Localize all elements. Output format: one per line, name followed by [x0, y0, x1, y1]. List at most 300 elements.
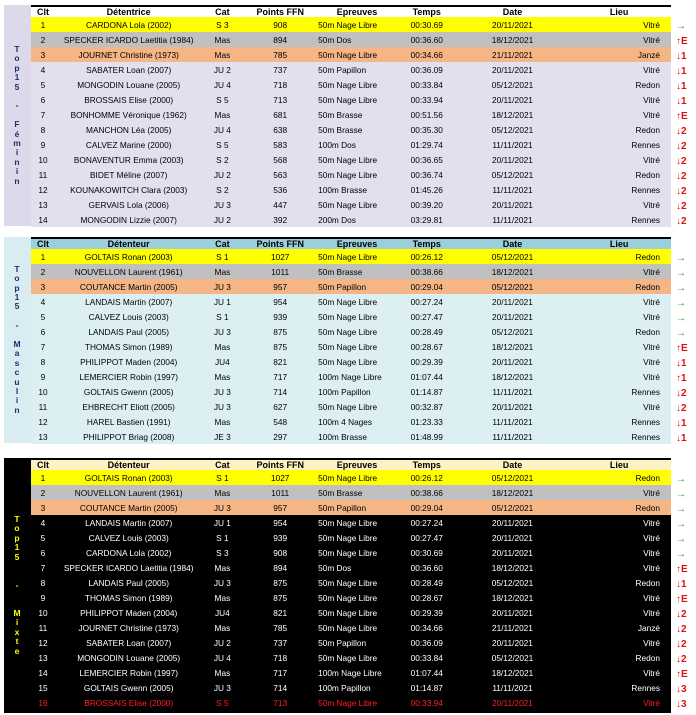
time-cell: 01:14.87: [410, 682, 443, 693]
date-cell: 20/11/2021: [492, 401, 533, 412]
name-cell: MONGODIN Louane (2005): [77, 79, 181, 90]
points-cell: 447: [273, 199, 288, 210]
trend-stable-icon: →: [676, 313, 686, 324]
points-cell: 1027: [270, 251, 290, 262]
name-cell: BROSSAIS Elise (2000): [84, 697, 174, 708]
points-cell: 957: [273, 502, 288, 513]
rank-cell: 3: [40, 49, 46, 60]
time-cell: 01:23.33: [410, 416, 443, 427]
date-cell: 11/11/2021: [492, 431, 533, 442]
cat-cell: Mas: [214, 416, 231, 427]
table-row: [31, 545, 671, 560]
place-cell: Vitré: [643, 592, 660, 603]
event-cell: 50m Nage Libre: [318, 326, 378, 337]
event-cell: 200m Dos: [318, 214, 356, 225]
rank-cell: 4: [40, 517, 46, 528]
event-cell: 50m Nage Libre: [318, 592, 378, 603]
table-row: [31, 309, 671, 324]
time-cell: 00:26.12: [410, 251, 443, 262]
rank-cell: 2: [40, 487, 46, 498]
cat-cell: JU 2: [213, 214, 231, 225]
event-cell: 100m Brasse: [318, 431, 367, 442]
time-cell: 00:38.66: [410, 266, 443, 277]
table-row: [31, 294, 671, 309]
date-cell: 20/11/2021: [492, 311, 533, 322]
table-row: [31, 605, 671, 620]
event-cell: 50m Nage Libre: [318, 311, 378, 322]
cat-cell: JU 4: [213, 124, 231, 135]
cat-cell: JE 3: [214, 431, 231, 442]
rank-cell: 11: [38, 401, 48, 412]
rank-cell: 1: [40, 472, 46, 483]
table-row: [31, 197, 671, 212]
points-cell: 714: [273, 386, 288, 397]
place-cell: Rennes: [631, 214, 660, 225]
cat-cell: Mas: [214, 34, 231, 45]
time-cell: 03:29.81: [410, 214, 443, 225]
rank-cell: 6: [40, 94, 46, 105]
header-clt: Clt: [36, 7, 49, 17]
side-letter: l: [15, 386, 19, 397]
place-cell: Rennes: [631, 416, 660, 427]
place-cell: Vitré: [643, 296, 660, 307]
points-cell: 894: [273, 34, 288, 45]
time-cell: 01:14.87: [410, 386, 443, 397]
points-cell: 536: [273, 184, 288, 195]
cat-cell: S 5: [216, 139, 229, 150]
rank-cell: 2: [40, 266, 46, 277]
points-cell: 718: [273, 652, 288, 663]
time-cell: 00:38.66: [410, 487, 443, 498]
header-cat: Cat: [215, 7, 230, 17]
trend-change-icon: ↓1: [676, 51, 687, 62]
header-lieu: Lieu: [609, 460, 629, 470]
trend-change-icon: ↑E: [676, 669, 688, 680]
rank-cell: 5: [40, 532, 46, 543]
event-cell: 50m Nage Libre: [318, 577, 378, 588]
cat-cell: JU 2: [213, 169, 231, 180]
points-cell: 1027: [270, 472, 290, 483]
table-row: [31, 530, 671, 545]
rank-cell: 7: [40, 109, 46, 120]
cat-cell: JU 1: [213, 517, 231, 528]
rank-cell: 6: [40, 326, 46, 337]
trend-stable-icon: →: [676, 283, 686, 294]
table-row: [31, 515, 671, 530]
place-cell: Vitré: [643, 199, 660, 210]
points-cell: 737: [273, 637, 288, 648]
side-letter: n: [14, 156, 20, 167]
event-cell: 50m Dos: [318, 562, 352, 573]
date-cell: 20/11/2021: [492, 94, 533, 105]
rank-cell: 13: [38, 431, 48, 442]
cat-cell: S 1: [216, 251, 229, 262]
table-row: [31, 264, 671, 279]
place-cell: Rennes: [631, 184, 660, 195]
side-letter: 1: [14, 291, 20, 302]
cat-cell: Mas: [214, 667, 231, 678]
trend-change-icon: ↑E: [676, 111, 688, 122]
trend-change-icon: ↓2: [676, 156, 687, 167]
points-cell: 737: [273, 64, 288, 75]
trend-change-icon: ↓2: [676, 624, 687, 635]
date-cell: 20/11/2021: [492, 697, 533, 708]
table-row: [31, 137, 671, 152]
side-label-masculin: [4, 237, 30, 443]
rank-cell: 13: [38, 652, 48, 663]
side-letter: 1: [14, 542, 20, 553]
rank-cell: 12: [38, 184, 48, 195]
rank-cell: 9: [40, 139, 46, 150]
name-cell: LANDAIS Paul (2005): [88, 326, 170, 337]
table-row: [31, 500, 671, 515]
side-letter: -: [15, 100, 19, 111]
table-header: [31, 458, 671, 470]
name-cell: MANCHON Léa (2005): [86, 124, 172, 135]
table-row: [31, 324, 671, 339]
time-cell: 00:28.67: [410, 341, 443, 352]
name-cell: MONGODIN Lizzie (2007): [80, 214, 177, 225]
name-cell: BONHOMME Véronique (1962): [70, 109, 187, 120]
section-feminin: [4, 5, 671, 226]
side-letter: 1: [14, 72, 20, 83]
trend-change-icon: ↓2: [676, 403, 687, 414]
date-cell: 05/12/2021: [491, 502, 534, 513]
side-letter: T: [14, 263, 20, 274]
date-cell: 18/12/2021: [491, 34, 534, 45]
side-letter: a: [14, 348, 20, 359]
time-cell: 00:39.20: [410, 199, 443, 210]
event-cell: 50m Nage Libre: [318, 296, 378, 307]
name-cell: BROSSAIS Elise (2000): [84, 94, 174, 105]
header-cat: Cat: [215, 460, 230, 470]
date-cell: 18/12/2021: [491, 592, 534, 603]
points-cell: 714: [273, 682, 288, 693]
rank-cell: 15: [38, 682, 48, 693]
side-letter: n: [14, 175, 20, 186]
time-cell: 00:29.39: [410, 607, 443, 618]
cat-cell: JU4: [215, 356, 230, 367]
cat-cell: S 5: [216, 697, 229, 708]
points-cell: 392: [273, 214, 288, 225]
rank-cell: 10: [38, 386, 48, 397]
table-row: [31, 152, 671, 167]
trend-change-icon: ↓2: [676, 141, 687, 152]
name-cell: SABATER Loan (2007): [86, 64, 172, 75]
event-cell: 50m Nage Libre: [318, 94, 378, 105]
points-cell: 954: [273, 517, 288, 528]
trend-stable-icon: →: [676, 489, 686, 500]
rank-cell: 9: [40, 371, 46, 382]
table-row: [31, 665, 671, 680]
place-cell: Redon: [635, 251, 660, 262]
time-cell: 00:35.30: [410, 124, 443, 135]
event-cell: 50m Nage Libre: [318, 154, 378, 165]
place-cell: Redon: [635, 577, 660, 588]
table-row: [31, 695, 671, 710]
cat-cell: JU 2: [213, 64, 231, 75]
date-cell: 18/12/2021: [491, 341, 534, 352]
name-cell: GOLTAIS Gwenn (2005): [83, 386, 174, 397]
place-cell: Vitré: [643, 341, 660, 352]
cat-cell: JU 1: [213, 296, 231, 307]
trend-change-icon: ↓2: [676, 126, 687, 137]
points-cell: 713: [273, 94, 288, 105]
side-letter: i: [15, 166, 19, 177]
date-cell: 20/11/2021: [492, 517, 533, 528]
time-cell: 00:33.94: [410, 697, 443, 708]
side-letter: x: [14, 626, 20, 637]
side-letter: 5: [14, 551, 20, 562]
rank-cell: 4: [40, 296, 46, 307]
time-cell: 00:36.60: [410, 562, 443, 573]
time-cell: 00:26.12: [410, 472, 443, 483]
points-cell: 713: [273, 697, 288, 708]
name-cell: GOLTAIS Gwenn (2005): [83, 682, 174, 693]
date-cell: 05/12/2021: [491, 169, 534, 180]
cat-cell: JU 2: [213, 637, 231, 648]
place-cell: Vitré: [643, 667, 660, 678]
side-letter: M: [13, 608, 21, 619]
date-cell: 11/11/2021: [492, 214, 533, 225]
date-cell: 05/12/2021: [491, 251, 534, 262]
trend-change-icon: ↓2: [676, 654, 687, 665]
cat-cell: S 1: [216, 472, 229, 483]
points-cell: 875: [273, 326, 288, 337]
place-cell: Vitré: [643, 607, 660, 618]
event-cell: 50m Brasse: [318, 487, 363, 498]
time-cell: 00:29.04: [410, 281, 443, 292]
date-cell: 20/11/2021: [492, 607, 533, 618]
side-letter: M: [13, 339, 21, 349]
place-cell: Vitré: [643, 562, 660, 573]
name-cell: EHBRECHT Eliott (2005): [82, 401, 175, 412]
rank-cell: 3: [40, 281, 46, 292]
place-cell: Redon: [635, 472, 660, 483]
rank-cell: 13: [38, 199, 48, 210]
rank-cell: 1: [40, 251, 46, 262]
points-cell: 1011: [271, 487, 290, 498]
cat-cell: JU 4: [213, 79, 231, 90]
side-letter: 5: [14, 301, 20, 312]
side-letter: F: [14, 119, 20, 130]
rank-cell: 12: [38, 637, 48, 648]
trend-stable-icon: →: [676, 298, 686, 309]
points-cell: 717: [273, 667, 288, 678]
place-cell: Vitré: [643, 266, 660, 277]
place-cell: Redon: [635, 281, 660, 292]
name-cell: THOMAS Simon (1989): [84, 341, 173, 352]
place-cell: Vitré: [643, 94, 660, 105]
trend-stable-icon: →: [676, 504, 686, 515]
table-row: [31, 279, 671, 294]
name-cell: GERVAIS Lola (2006): [88, 199, 169, 210]
event-cell: 50m Nage Libre: [318, 356, 378, 367]
time-cell: 01:45.26: [410, 184, 443, 195]
event-cell: 50m Nage Libre: [318, 19, 378, 30]
side-letter: t: [15, 636, 19, 647]
points-cell: 717: [273, 371, 288, 382]
section-masculin: [4, 237, 671, 443]
time-cell: 00:27.24: [410, 517, 443, 528]
rank-cell: 6: [40, 547, 46, 558]
points-cell: 1011: [271, 266, 290, 277]
side-letter: n: [14, 404, 20, 415]
date-cell: 18/12/2021: [491, 109, 534, 120]
trend-change-icon: ↓1: [676, 96, 687, 107]
points-cell: 875: [273, 341, 288, 352]
place-cell: Janzé: [637, 622, 660, 633]
table-row: [31, 399, 671, 414]
time-cell: 00:34.66: [410, 49, 443, 60]
table-masculin: [31, 237, 671, 443]
place-cell: Janzé: [637, 49, 660, 60]
name-cell: CALVEZ Louis (2003): [88, 311, 169, 322]
points-cell: 297: [273, 431, 288, 442]
points-cell: 875: [273, 577, 288, 588]
trend-change-icon: ↓3: [676, 699, 687, 710]
event-cell: 50m Brasse: [318, 266, 363, 277]
event-cell: 100m Brasse: [318, 184, 367, 195]
time-cell: 01:07.44: [410, 371, 443, 382]
event-cell: 50m Nage Libre: [318, 517, 378, 528]
rank-cell: 14: [38, 214, 48, 225]
place-cell: Vitré: [643, 154, 660, 165]
trend-change-icon: ↑E: [676, 594, 688, 605]
header-clt: Clt: [36, 239, 49, 249]
table-row: [31, 339, 671, 354]
name-cell: PHILIPPOT Maden (2004): [80, 356, 178, 367]
cat-cell: Mas: [214, 371, 231, 382]
cat-cell: S 3: [216, 547, 229, 558]
place-cell: Vitré: [643, 311, 660, 322]
points-cell: 548: [273, 416, 288, 427]
cat-cell: S 1: [216, 311, 229, 322]
event-cell: 100m Papillon: [318, 682, 371, 693]
event-cell: 50m Nage Libre: [318, 547, 378, 558]
name-cell: GOLTAIS Ronan (2003): [84, 251, 173, 262]
time-cell: 01:29.74: [410, 139, 443, 150]
rank-cell: 4: [40, 64, 46, 75]
place-cell: Vitré: [643, 109, 660, 120]
trend-change-icon: ↓2: [676, 639, 687, 650]
date-cell: 20/11/2021: [492, 199, 533, 210]
header-temps: Temps: [412, 7, 441, 17]
event-cell: 50m Papillon: [318, 637, 367, 648]
name-cell: JOURNET Christine (1973): [78, 49, 179, 60]
side-letter: o: [14, 523, 20, 534]
points-cell: 568: [273, 154, 288, 165]
name-cell: PHILIPPOT Briag (2008): [83, 431, 175, 442]
name-cell: SABATER Loan (2007): [86, 637, 172, 648]
trend-change-icon: ↓1: [676, 66, 687, 77]
rank-cell: 11: [38, 622, 48, 633]
event-cell: 50m Nage Libre: [318, 341, 378, 352]
table-row: [31, 182, 671, 197]
rank-cell: 16: [38, 697, 48, 708]
place-cell: Redon: [635, 124, 660, 135]
rank-cell: 8: [40, 124, 46, 135]
event-cell: 50m Nage Libre: [318, 652, 378, 663]
rank-cell: 12: [38, 416, 48, 427]
cat-cell: Mas: [214, 109, 231, 120]
time-cell: 00:29.04: [410, 502, 443, 513]
table-body: [31, 249, 671, 444]
side-letter: p: [14, 532, 20, 543]
table-row: [31, 32, 671, 47]
header-date: Date: [502, 239, 523, 249]
name-cell: LANDAIS Martin (2007): [85, 296, 173, 307]
time-cell: 00:33.94: [410, 94, 443, 105]
cat-cell: S 1: [216, 532, 229, 543]
date-cell: 18/12/2021: [491, 266, 534, 277]
rank-cell: 10: [38, 607, 48, 618]
cat-cell: Mas: [214, 487, 231, 498]
points-cell: 785: [273, 622, 288, 633]
place-cell: Vitré: [643, 401, 660, 412]
name-cell: HAREL Bastien (1991): [86, 416, 171, 427]
time-cell: 00:36.74: [410, 169, 443, 180]
name-cell: KOUNAKOWITCH Clara (2003): [70, 184, 188, 195]
header-cat: Cat: [215, 239, 230, 249]
name-cell: CARDONA Lola (2002): [86, 19, 172, 30]
name-cell: CARDONA Lola (2002): [86, 547, 172, 558]
place-cell: Redon: [635, 326, 660, 337]
section-mixte: [4, 458, 671, 713]
trend-change-icon: ↓1: [676, 579, 687, 590]
cat-cell: JU 3: [213, 577, 231, 588]
event-cell: 50m Nage Libre: [318, 169, 378, 180]
side-letter: e: [14, 645, 20, 656]
points-cell: 821: [273, 607, 288, 618]
trend-change-icon: ↑E: [676, 36, 688, 47]
name-cell: BONAVENTUR Emma (2003): [73, 154, 184, 165]
rank-cell: 5: [40, 79, 46, 90]
date-cell: 18/12/2021: [491, 371, 534, 382]
header-points: Points FFN: [256, 7, 304, 17]
trend-change-icon: ↓1: [676, 81, 687, 92]
table-row: [31, 47, 671, 62]
points-cell: 875: [273, 592, 288, 603]
event-cell: 50m Dos: [318, 34, 352, 45]
name-cell: GOLTAIS Ronan (2003): [84, 472, 173, 483]
header-name: Détentrice: [106, 7, 151, 17]
date-cell: 20/11/2021: [492, 637, 533, 648]
table-row: [31, 77, 671, 92]
header-date: Date: [502, 460, 523, 470]
trend-change-icon: ↓2: [676, 609, 687, 620]
table-row: [31, 575, 671, 590]
rank-cell: 5: [40, 311, 46, 322]
cat-cell: JU4: [215, 607, 230, 618]
points-cell: 627: [273, 401, 288, 412]
trend-change-icon: ↓2: [676, 186, 687, 197]
date-cell: 05/12/2021: [491, 472, 534, 483]
side-letter: p: [14, 282, 20, 293]
table-row: [31, 122, 671, 137]
side-letter: o: [14, 273, 20, 284]
side-letter: T: [14, 513, 20, 524]
points-cell: 894: [273, 562, 288, 573]
place-cell: Rennes: [631, 386, 660, 397]
rank-cell: 1: [40, 19, 46, 30]
date-cell: 05/12/2021: [491, 577, 534, 588]
date-cell: 11/11/2021: [492, 682, 533, 693]
name-cell: LANDAIS Paul (2005): [88, 577, 170, 588]
place-cell: Vitré: [643, 547, 660, 558]
table-mixte: [31, 458, 671, 713]
table-feminin: [31, 5, 671, 226]
